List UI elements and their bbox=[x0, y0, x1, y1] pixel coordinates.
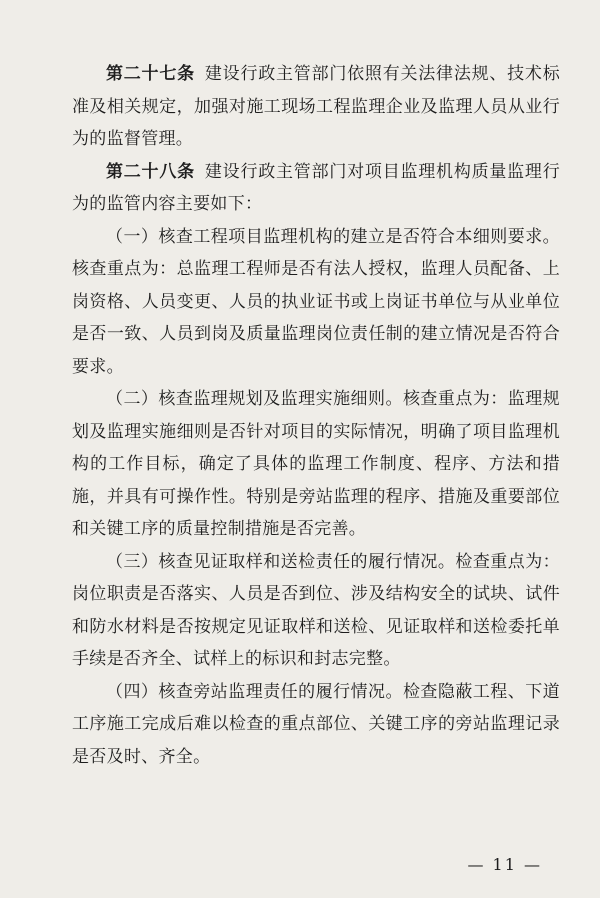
item-3: （三）核查见证取样和送检责任的履行情况。检查重点为：岗位职责是否落实、人员是否到位、涉及结构安全的试块、试件和防水材料是否按规定见证取样和送检、见证取样和送检委托单手续是否齐全、试样上的标识和封志完整。 bbox=[72, 551, 560, 669]
article-27 bbox=[72, 58, 560, 156]
item-2: （二）核查监理规划及监理实施细则。核查重点为：监理规划及监理实施细则是否针对项目的实际情况，明确了项目监理机构的工作目标，确定了具体的监理工作制度、程序、方法和措施，并具有可操作性。特别是旁站监理的程序、措施及重要部位和关键工序的质量控制措施是否完善。 bbox=[72, 389, 560, 539]
article-27-number: 第二十七条 bbox=[106, 64, 195, 84]
item-4: （四）核查旁站监理责任的履行情况。检查隐蔽工程、下道工序施工完成后难以检查的重点部位、关键工序的旁站监理记录是否及时、齐全。 bbox=[72, 681, 560, 767]
page-number: — 11 — bbox=[467, 855, 542, 874]
article-28-text: 建设行政主管部门对项目监理机构质量监理行为的监管内容主要如下： bbox=[72, 161, 561, 214]
article-28 bbox=[72, 156, 560, 221]
document-body bbox=[72, 58, 560, 773]
item-1: （一）核查工程项目监理机构的建立是否符合本细则要求。核查重点为：总监理工程师是否有法人授权，监理人员配备、上岗资格、人员变更、人员的执业证书或上岗证书单位与从业单位是否一致、人员到岗及质量监理岗位责任制的建立情况是否符合要求。 bbox=[72, 226, 560, 377]
article-27-text: 建设行政主管部门依照有关法律法规、技术标准及相关规定，加强对施工现场工程监理企业及监理人员从业行为的监督管理。 bbox=[72, 64, 561, 149]
article-28-number: 第二十八条 bbox=[106, 161, 195, 182]
